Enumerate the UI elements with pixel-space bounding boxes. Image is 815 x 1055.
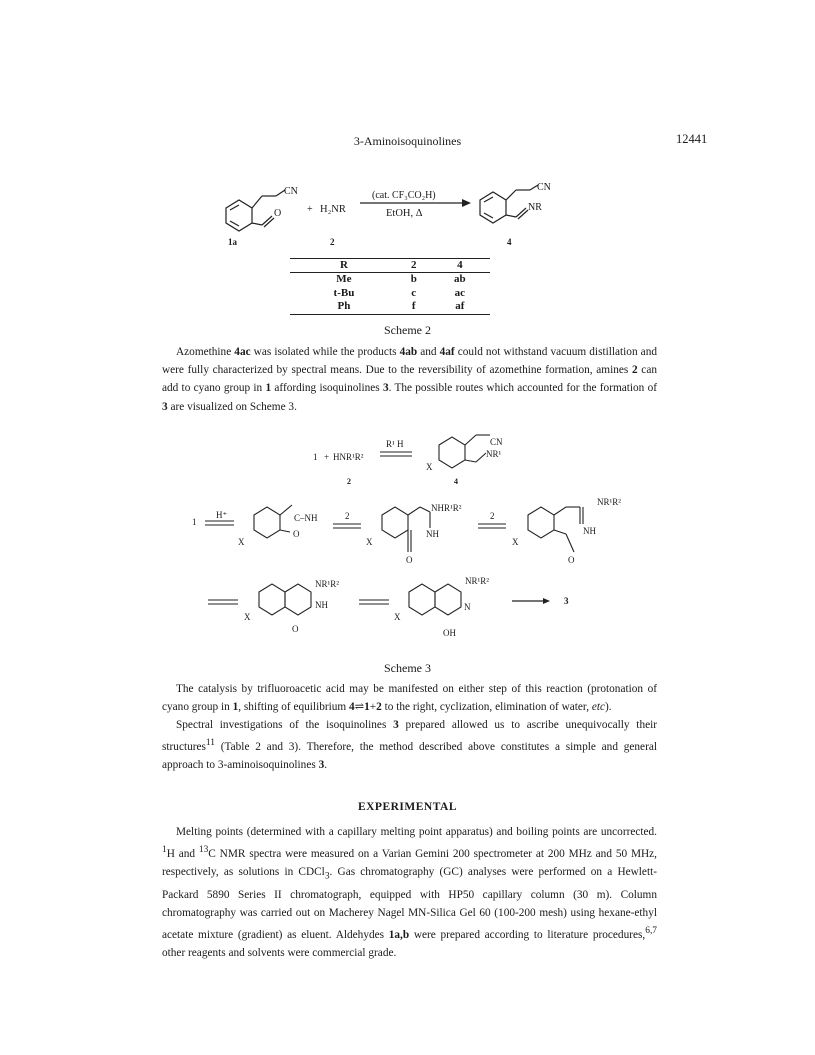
table-cell: af (430, 300, 490, 314)
s3-x6: X (394, 612, 401, 622)
s3-product: 3 (564, 596, 569, 606)
s3-x2: X (238, 537, 245, 547)
substituent-table (290, 258, 490, 315)
paragraph-2 (162, 680, 657, 716)
table-row (290, 287, 490, 300)
s3-arrow-label-3: 2 (490, 511, 495, 521)
s3-nhrr: NHR¹R² (431, 503, 462, 513)
plus-sign: + (307, 204, 313, 215)
s3-start: 1 (192, 517, 197, 527)
table-cell: ac (454, 286, 466, 299)
s3-x5: X (244, 612, 251, 622)
page-header-title: 3-Aminoisoquinolines (353, 134, 462, 148)
reagent-h2nr: H₂NR (320, 204, 346, 215)
s3-cn: CN (490, 437, 503, 447)
s3-reactant-1: 1 (313, 452, 318, 462)
s3-nh-plus: NH (315, 600, 328, 610)
s3-hplus: H⁺ (216, 510, 228, 520)
scheme-2-diagram (0, 170, 815, 260)
s3-structure-cyclized (409, 584, 461, 615)
table-cell: b (410, 273, 417, 286)
table-cell: f (398, 300, 430, 314)
table-cell: Me (336, 273, 352, 286)
table-cell: c (411, 286, 417, 299)
s3-o-2: O (406, 555, 413, 565)
paragraph-4-text: Melting points (determined with a capillary melting point apparatus) and boiling points are uncorrected. $^1$H and $^{13}$C NMR spectra were measured on a Varian Gemini 200 spectrometer at 200 MHz and 50 MHz, respectively, as solutions in CDCl$_3$. Gas chromatography (GC) analyses were performed on a Hewlett-Packard 5890 Series II chromatograph, equipped with HP50 capillary column (30 m). Column chromatography was carried out on Macherey Nagel MN-Silica Gel 60 (100-200 mesh) using hexane-ethyl acetate mixture (gradient) as eluent. Aldehydes 1a,b were prepared according to literature procedures,$^{6,7}$ other reagents and solvents were commercial grade. (162, 826, 658, 959)
table-header: 2 (398, 259, 430, 273)
paragraph-1 (162, 343, 657, 416)
label-2: 2 (330, 237, 335, 247)
s3-label-2: 2 (347, 477, 351, 486)
table-cell: Ph (290, 300, 398, 314)
scheme-3-caption: Scheme 3 (384, 661, 431, 675)
table-header-row (290, 259, 490, 273)
page-number: 12441 (676, 132, 708, 146)
s3-structure-zwitterion (259, 584, 311, 615)
s3-structure-amidinium (382, 507, 430, 552)
s3-o-minus: O (292, 624, 299, 634)
s3-structure-cation (254, 505, 292, 538)
s3-arrow-label-2: 2 (345, 511, 350, 521)
table-row (290, 273, 490, 287)
s3-x: X (426, 462, 433, 472)
table-cell: ab (454, 273, 466, 286)
condition-top: (cat. CF₃CO₂H) (372, 190, 436, 201)
paragraph-3-text: Spectral investigations of the isoquinolines 3 prepared allowed us to ascribe unequivocally their structures$^{11}$ (Table 2 and 3). Therefore, the method described above constitutes a simple and general approach to 3-aminoisoquinolines 3. (162, 719, 658, 772)
s3-nrr: NR¹R² (597, 497, 621, 507)
s3-structure-amidine (528, 507, 583, 552)
table-cell: t-Bu (333, 286, 355, 299)
sub-cn: CN (284, 186, 298, 197)
s3-oh: OH (443, 628, 456, 638)
table-header: R (290, 259, 398, 273)
label-4: 4 (507, 237, 512, 247)
section-heading-experimental: EXPERIMENTAL (357, 801, 458, 813)
s3-nh-2: NH (583, 526, 596, 536)
arrow-head (462, 199, 471, 207)
s3-nr1: NR¹ (486, 449, 502, 459)
s3-cation-label: C–NH (294, 513, 318, 523)
sub-nr: NR (528, 202, 542, 213)
s3-o: O (293, 529, 300, 539)
paragraph-3 (162, 716, 657, 774)
s3-amine: HNR¹R² (333, 452, 364, 462)
table-row (290, 300, 490, 314)
s3-arrow-label: R¹ H (386, 439, 404, 449)
sub-cn-4: CN (537, 182, 551, 193)
table-header: 4 (430, 259, 490, 273)
s3-x3: X (366, 537, 373, 547)
sub-o: O (274, 208, 282, 219)
paragraph-4 (162, 823, 657, 962)
s3-nh: NH (426, 529, 439, 539)
s3-label-4: 4 (454, 477, 458, 486)
scheme-3-diagram (0, 430, 815, 660)
paragraph-1-text: Azomethine 4ac was isolated while the products 4ab and 4af could not withstand vacuum distillation and were fully characterized by spectral means. Due to the reversibility of azomethine formation, amines 2 can add to cyano group in 1 affording isoquinolines 3. The possible routes which accounted for the formation of 3 are visualized on Scheme 3. (162, 346, 657, 413)
paragraph-2-text: The catalysis by trifluoroacetic acid may be manifested on either step of this reaction (protonation of cyano group in 1, shifting of equilibrium 4⇌1+2 to the right, cyclization, elimination of water, etc). (162, 683, 657, 714)
s3-o-3: O (568, 555, 575, 565)
s3-nrr-4: NR¹R² (465, 576, 489, 586)
s3-n: N (464, 602, 471, 612)
scheme-2-caption: Scheme 2 (384, 323, 431, 337)
s3-plus: + (324, 452, 330, 462)
label-1a: 1a (228, 237, 237, 247)
s3-x4: X (512, 537, 519, 547)
arrow-head (543, 598, 550, 604)
s3-structure-4 (439, 435, 490, 468)
s3-nrr-3: NR¹R² (315, 579, 339, 589)
condition-bottom: EtOH, Δ (386, 208, 423, 219)
